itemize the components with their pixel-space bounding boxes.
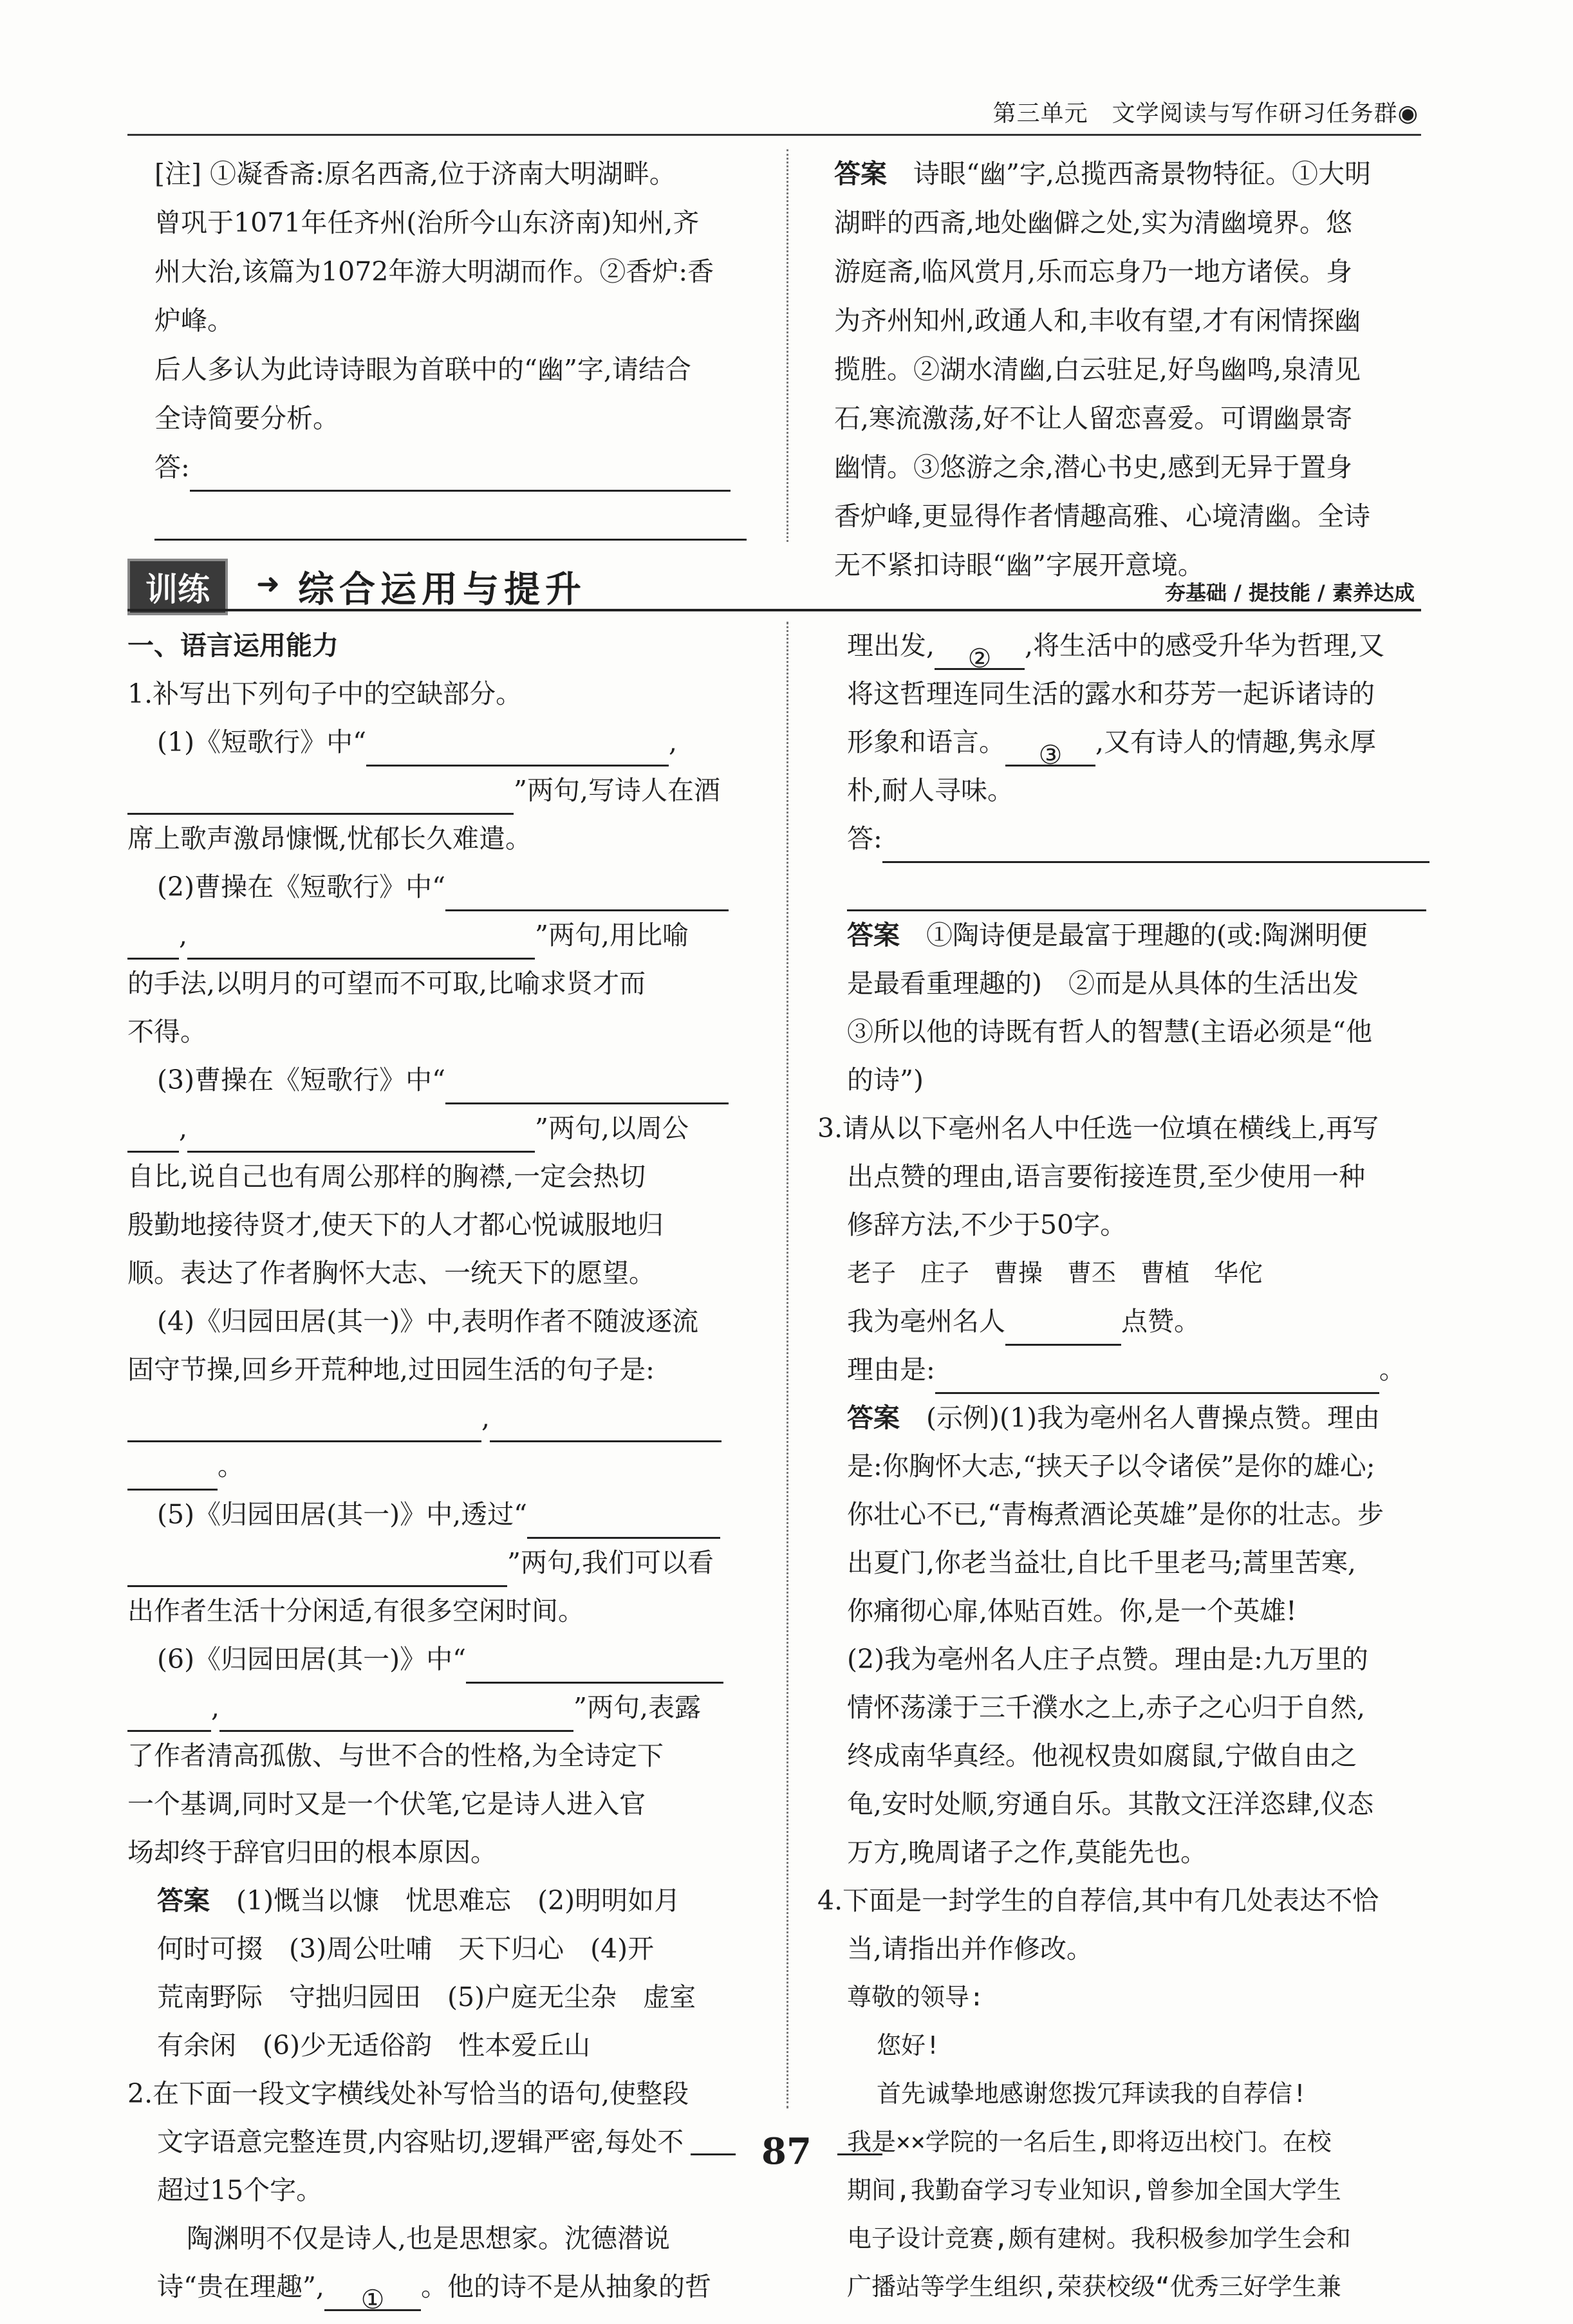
- q1-6-line: (6)《归园田居(其一)》中“: [127, 1635, 758, 1684]
- answer-blank[interactable]: [154, 505, 747, 541]
- q2-answer-line: 是最看重理趣的) ②而是从具体的生活出发: [847, 968, 1359, 999]
- fill-blank[interactable]: [187, 1117, 535, 1153]
- note-line: 炉峰。: [154, 305, 234, 336]
- letter-greeting: 尊敬的领导:: [847, 1983, 984, 2011]
- fill-blank[interactable]: [445, 1069, 729, 1104]
- answer-line: [817, 815, 1448, 863]
- q1-5-line: 出作者生活十分闲适,有很多空闲时间。: [127, 1595, 585, 1626]
- answer-line: [817, 863, 1448, 911]
- q2-answer-line: 的诗”): [847, 1064, 924, 1095]
- column-divider: [786, 622, 788, 2108]
- q1-3-line: 顺。表达了作者胸怀大志、一统天下的愿望。: [127, 1258, 655, 1288]
- fill-blank[interactable]: [127, 1455, 218, 1491]
- q1-6-line: 一个基调,同时又是一个伏笔,它是诗人进入官: [127, 1789, 646, 1819]
- arrow-icon: ➜: [256, 568, 280, 600]
- answer-prompt: 答:: [847, 823, 882, 854]
- q3-reason: 理由是: 。: [817, 1346, 1448, 1394]
- top-right-block: [834, 149, 1433, 590]
- fill-blank[interactable]: [219, 1697, 573, 1732]
- letter-line: 广播站等学生组织,荣获校级“优秀三好学生兼: [847, 2273, 1341, 2301]
- fill-blank[interactable]: [127, 1117, 179, 1153]
- fill-blank-2[interactable]: ②: [935, 635, 1025, 670]
- page-dash: [837, 2153, 882, 2155]
- letter-hello: 您好!: [877, 2031, 940, 2059]
- q3-line: 出点赞的理由,语言要衔接连贯,至少使用一种: [847, 1161, 1366, 1192]
- q3-fill: 我为亳州名人 点赞。: [817, 1297, 1448, 1346]
- q1-title: 1.补写出下列句子中的空缺部分。: [127, 678, 523, 709]
- q1-6-line: 了作者清高孤傲、与世不合的性格,为全诗定下: [127, 1740, 664, 1771]
- q1-5-line: ”两句,我们可以看: [127, 1539, 758, 1587]
- unit-header: 第三单元 文学阅读与写作研习任务群◉: [992, 100, 1419, 127]
- letter-line: 电子设计竞赛,颇有建树。我积极参加学生会和: [847, 2224, 1351, 2253]
- q1-3-line: (3)曹操在《短歌行》中“: [127, 1056, 758, 1104]
- q3-answer-line: 终成南华真经。他视权贵如腐鼠,宁做自由之: [847, 1740, 1357, 1771]
- q2-paragraph: 诗“贵在理趣”, ① 。他的诗不是从抽象的哲: [157, 2271, 711, 2315]
- answer-line: 幽情。③悠游之余,潜心书史,感到无异于置身: [834, 452, 1353, 483]
- q3-line: 3.请从以下亳州名人中任选一位填在横线上,再写: [817, 1113, 1379, 1144]
- q1-3-line: 殷勤地接待贤才,使天下的人才都心悦诚服地归: [127, 1209, 664, 1240]
- section-bar: [127, 555, 1421, 611]
- q1-4-line: 。: [127, 1442, 758, 1491]
- q1-3-line: 自比,说自己也有周公那样的胸襟,一定会热切: [127, 1161, 646, 1192]
- q2-answer-line: ③所以他的诗既有哲人的智慧(主语必须是“他: [847, 1016, 1372, 1047]
- note-line: 曾巩于1071年任齐州(治所今山东济南)知州,齐: [154, 207, 700, 238]
- fill-blank[interactable]: [127, 1697, 211, 1732]
- answer-line-1: [154, 443, 753, 492]
- q3-answer-line: 是:你胸怀大志,“挟天子以令诸侯”是你的雄心;: [847, 1451, 1375, 1482]
- q3-answer-line: 你壮心不已,“青梅煮酒论英雄”是你的壮志。步: [847, 1499, 1384, 1530]
- answer-label: 答案: [847, 1402, 900, 1433]
- q1-1-line: ”两句,写诗人在酒: [127, 767, 758, 815]
- note-line: [注] ①凝香斋:原名西斋,位于济南大明湖畔。: [154, 158, 676, 189]
- section-rule: [127, 609, 1421, 611]
- q2-continued: 将这哲理连同生活的露水和芬芳一起诉诸诗的: [847, 678, 1375, 709]
- fill-blank[interactable]: [187, 924, 535, 960]
- q1-answer-line: 荒南野际 守拙归园田 (5)户庭无尘杂 虚室: [157, 1982, 696, 2013]
- q3-answer-line: 情怀荡漾于三千濮水之上,赤子之心归于自然,: [847, 1692, 1366, 1723]
- fill-blank[interactable]: [127, 779, 514, 815]
- answer-blank[interactable]: [190, 456, 731, 492]
- fill-blank[interactable]: [466, 1648, 723, 1684]
- fill-blank-3[interactable]: ③: [1005, 731, 1095, 767]
- letter-line: 期间,我勤奋学习专业知识,曾参加全国大学生: [847, 2176, 1341, 2204]
- q2-continued: 形象和语言。 ③ ,又有诗人的情趣,隽永厚: [847, 727, 1377, 770]
- q1-1-line: 席上歌声激昂慷慨,忧郁长久难遣。: [127, 823, 532, 854]
- header-rule: [127, 134, 1421, 136]
- fill-blank[interactable]: [935, 1359, 1379, 1394]
- part-title: 一、语言运用能力: [127, 630, 339, 661]
- answer-label: 答案: [834, 158, 887, 189]
- q1-answer-line: 何时可掇 (3)周公吐哺 天下归心 (4)开: [157, 1933, 655, 1964]
- q2-answer-line: 答案 ①陶诗便是最富于理趣的(或:陶渊明便: [847, 920, 1368, 951]
- fill-blank[interactable]: [445, 876, 729, 911]
- letter-line: 我是××学院的一名后生,即将迈出校门。在校: [847, 2128, 1332, 2156]
- column-divider: [786, 149, 788, 542]
- answer-line: 石,寒流激荡,好不让人留恋喜爱。可谓幽景寄: [834, 403, 1353, 434]
- q3-line: 修辞方法,不少于50字。: [847, 1209, 1127, 1240]
- fill-blank[interactable]: [366, 731, 669, 767]
- q2-paragraph: 陶渊明不仅是诗人,也是思想家。沈德潜说: [187, 2223, 671, 2254]
- left-column: [127, 622, 758, 2315]
- q2-line: 2.在下面一段文字横线处补写恰当的语句,使整段: [127, 2078, 689, 2109]
- answer-label: 答案: [847, 920, 900, 951]
- answer-line-2: [154, 492, 753, 541]
- q4-line: 4.下面是一封学生的自荐信,其中有几处表达不恰: [817, 1885, 1379, 1916]
- fill-blank[interactable]: [527, 1503, 720, 1539]
- answer-line: 为齐州知州,政通人和,丰收有望,才有闲情探幽: [834, 305, 1361, 336]
- note-line: 州大治,该篇为1072年游大明湖而作。②香炉:香: [154, 256, 714, 287]
- note-label: [注]: [154, 158, 201, 189]
- answer-prompt: 答:: [154, 452, 190, 483]
- q3-answer-line: 龟,安时处顺,穷通自乐。其散文汪洋恣肆,仪态: [847, 1789, 1374, 1819]
- q1-3-line: , ”两句,以周公: [127, 1104, 758, 1153]
- q2-continued: 朴,耐人寻味。: [847, 775, 1014, 806]
- q3-answer-line: (2)我为亳州名人庄子点赞。理由是:九万里的: [847, 1644, 1368, 1675]
- fill-blank[interactable]: [127, 1552, 507, 1587]
- q1-2-line: 不得。: [127, 1016, 207, 1047]
- answer-line: 香炉峰,更显得作者情趣高雅、心境清幽。全诗: [834, 501, 1371, 532]
- q1-2-line: , ”两句,用比喻: [127, 911, 758, 960]
- section-title: 综合运用与提升: [298, 569, 586, 611]
- q1-6-line: 场却终于辞官归田的根本原因。: [127, 1837, 497, 1868]
- page-number: 87: [0, 2130, 1573, 2173]
- question-line: 全诗简要分析。: [154, 403, 339, 434]
- answer-line: 湖畔的西斋,地处幽僻之处,实为清幽境界。悠: [834, 207, 1353, 238]
- fill-blank[interactable]: [490, 1407, 721, 1442]
- right-column: [817, 622, 1448, 2311]
- q3-answer-line: 万方,晚周诸子之作,莫能先也。: [847, 1837, 1207, 1868]
- answer-line: 无不紧扣诗眼“幽”字展开意境。: [834, 550, 1204, 581]
- q1-answer-line: 答案 (1)慨当以慷 忧思难忘 (2)明明如月: [157, 1885, 681, 1916]
- fill-blank[interactable]: [1005, 1310, 1121, 1346]
- top-left-block: [154, 149, 753, 541]
- q1-2-line: (2)曹操在《短歌行》中“: [127, 863, 758, 911]
- q1-4-line: ,: [127, 1394, 758, 1442]
- answer-blank[interactable]: [882, 828, 1429, 863]
- answer-line: 答案 诗眼“幽”字,总揽西斋景物特征。①大明: [834, 158, 1371, 189]
- q4-line: 当,请指出并作修改。: [847, 1933, 1094, 1964]
- answer-line: 揽胜。②湖水清幽,白云驻足,好鸟幽鸣,泉清见: [834, 354, 1361, 385]
- q3-names: 老子 庄子 曹操 曹丕 曹植 华佗: [847, 1259, 1263, 1287]
- answer-blank[interactable]: [847, 876, 1426, 911]
- q3-answer-line: 你痛彻心扉,体贴百姓。你,是一个英雄!: [847, 1595, 1297, 1626]
- q2-line: 超过15个字。: [157, 2175, 323, 2206]
- q1-answer-line: 有余闲 (6)少无适俗韵 性本爱丘山: [157, 2030, 591, 2061]
- q1-6-line: , ”两句,表露: [127, 1684, 758, 1732]
- q1-4-line: (4)《归园田居(其一)》中,表明作者不随波逐流: [157, 1306, 699, 1337]
- fill-blank[interactable]: [127, 924, 179, 960]
- q1-2-line: 的手法,以明月的可望而不可取,比喻求贤才而: [127, 968, 646, 999]
- q3-answer-line: 出夏门,你老当益壮,自比千里老马;蒿里苦寒,: [847, 1547, 1356, 1578]
- q2-line: 文字语意完整连贯,内容贴切,逻辑严密,每处不: [157, 2126, 684, 2157]
- section-subtitle: 夯基础 / 提技能 / 素养达成: [1165, 581, 1415, 605]
- question-line: 后人多认为此诗诗眼为首联中的“幽”字,请结合: [154, 354, 691, 385]
- q3-answer-line: 答案 (示例)(1)我为亳州名人曹操点赞。理由: [847, 1402, 1381, 1433]
- fill-blank-1[interactable]: ①: [324, 2276, 421, 2311]
- q1-4-line: 固守节操,回乡开荒种地,过田园生活的句子是:: [127, 1354, 655, 1385]
- fill-blank[interactable]: [127, 1407, 481, 1442]
- q2-continued: 理出发, ② ,将生活中的感受升华为哲理,又: [847, 630, 1385, 674]
- q1-5-line: (5)《归园田居(其一)》中,透过“: [127, 1491, 758, 1539]
- letter-line: 首先诚挚地感谢您拨冗拜读我的自荐信!: [877, 2079, 1307, 2108]
- q1-1-line: (1)《短歌行》中“ ,: [127, 718, 758, 767]
- answer-line: 游庭斋,临风赏月,乐而忘身乃一地方诸侯。身: [834, 256, 1353, 287]
- page-dash: [691, 2153, 736, 2155]
- answer-label: 答案: [157, 1885, 210, 1916]
- section-tag: 训练: [127, 559, 228, 615]
